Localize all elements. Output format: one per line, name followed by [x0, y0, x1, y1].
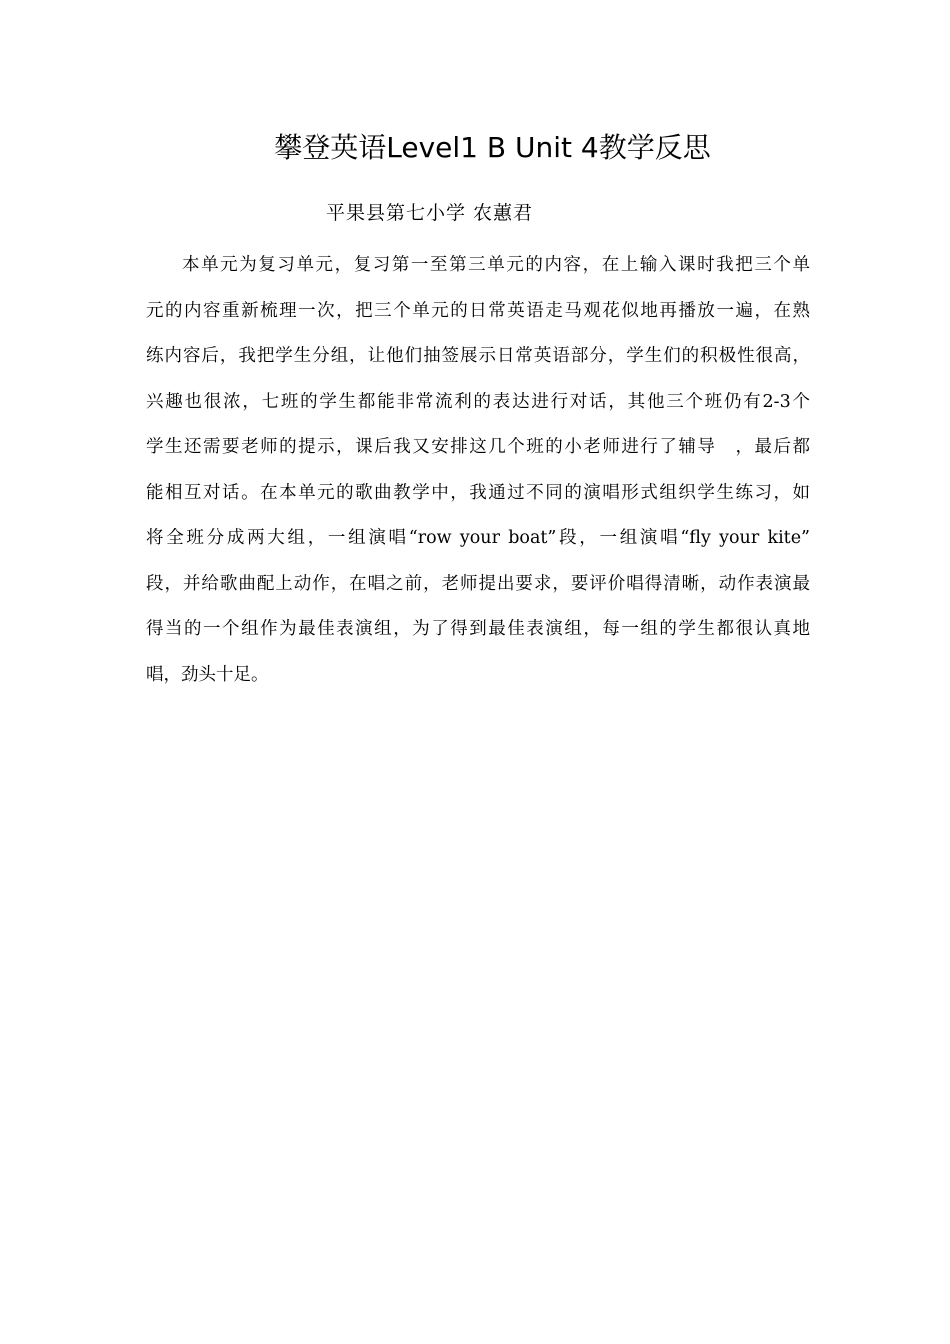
body-line: 唱，劲头十足。	[146, 664, 269, 685]
body-line: 练内容后，我把学生分组，让他们抽签展示日常英语部分，学生们的积极性很高，	[146, 346, 810, 366]
body-line: 元的内容重新梳理一次，把三个单元的日常英语走马观花似地再播放一遍，在熟	[146, 300, 810, 321]
document-body	[146, 250, 810, 705]
body-line: 学生还需要老师的提示，课后我又安排这几个班的小老师进行了辅导 ，最后都	[146, 437, 810, 457]
body-line: 本单元为复习单元，复习第一至第三单元的内容，在上输入课时我把三个单	[182, 255, 810, 275]
body-line: 得当的一个组作为最佳表演组，为了得到最佳表演组，每一组的学生都很认真地	[146, 619, 810, 639]
body-line: 段，并给歌曲配上动作，在唱之前，老师提出要求，要评价唱得清晰，动作表演最	[146, 573, 810, 594]
document-title: 攀登英语Level1 B Unit 4教学反思	[274, 131, 711, 164]
body-line: 能相互对话。在本单元的歌曲教学中，我通过不同的演唱形式组织学生练习，如	[146, 482, 810, 503]
document-author: 平果县第七小学 农蕙君	[326, 202, 534, 224]
body-line: 兴趣也很浓，七班的学生都能非常流利的表达进行对话，其他三个班仍有2-3个	[146, 391, 810, 412]
body-line: 将全班分成两大组，一组演唱“row your boat”段，一组演唱“fly your kite”	[146, 528, 810, 548]
